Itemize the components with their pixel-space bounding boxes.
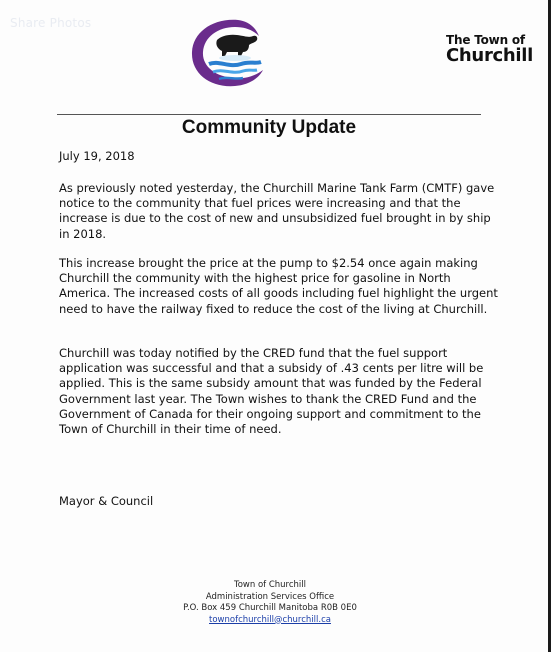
logo-line2: Churchill xyxy=(446,45,534,66)
footer-line3: P.O. Box 459 Churchill Manitoba R0B 0E0 xyxy=(183,603,357,613)
paragraph-2: This increase brought the price at the pump to $2.54 once again making Churchill the community with the highest price for gasoline in North America. The increased costs of all goods including fuel highlight the urgent need to have the railway fixed to reduce the cost of the living at Churchill. xyxy=(59,256,498,316)
paragraph-3: Churchill was today notified by the CRED fund that the fuel support application was successful and that a subsidy of .43 cents per litre will be applied. This is the same subsidy amount that was funded by the Federal Government last year. The Town wishes to thank the CRED Fund and the Government of Canada for their ongoing support and commitment to the Town of Churchill in their time of need. xyxy=(59,346,484,437)
town-logo xyxy=(183,12,534,94)
logo-wordmark xyxy=(446,34,533,65)
paragraph-1: As previously noted yesterday, the Churchill Marine Tank Farm (CMTF) gave notice to the community that fuel prices were increasing and that the increase is due to the cost of new and unsubsidized fuel brought in by ship in 2018. xyxy=(59,181,495,241)
footer-line1: Town of Churchill xyxy=(233,580,307,590)
signature: Mayor & Council xyxy=(59,494,154,508)
title-divider xyxy=(57,114,481,115)
logo-line1: The Town of xyxy=(446,33,525,47)
footer-email-link[interactable]: townofchurchill@churchill.ca xyxy=(209,614,331,625)
footer-address xyxy=(120,580,420,626)
share-photos-overlay[interactable]: Share Photos xyxy=(10,16,92,30)
footer-line2: Administration Services Office xyxy=(205,591,335,602)
churchill-emblem-icon xyxy=(183,12,358,94)
page-title: Community Update xyxy=(181,117,357,138)
document-date: July 19, 2018 xyxy=(59,149,135,163)
